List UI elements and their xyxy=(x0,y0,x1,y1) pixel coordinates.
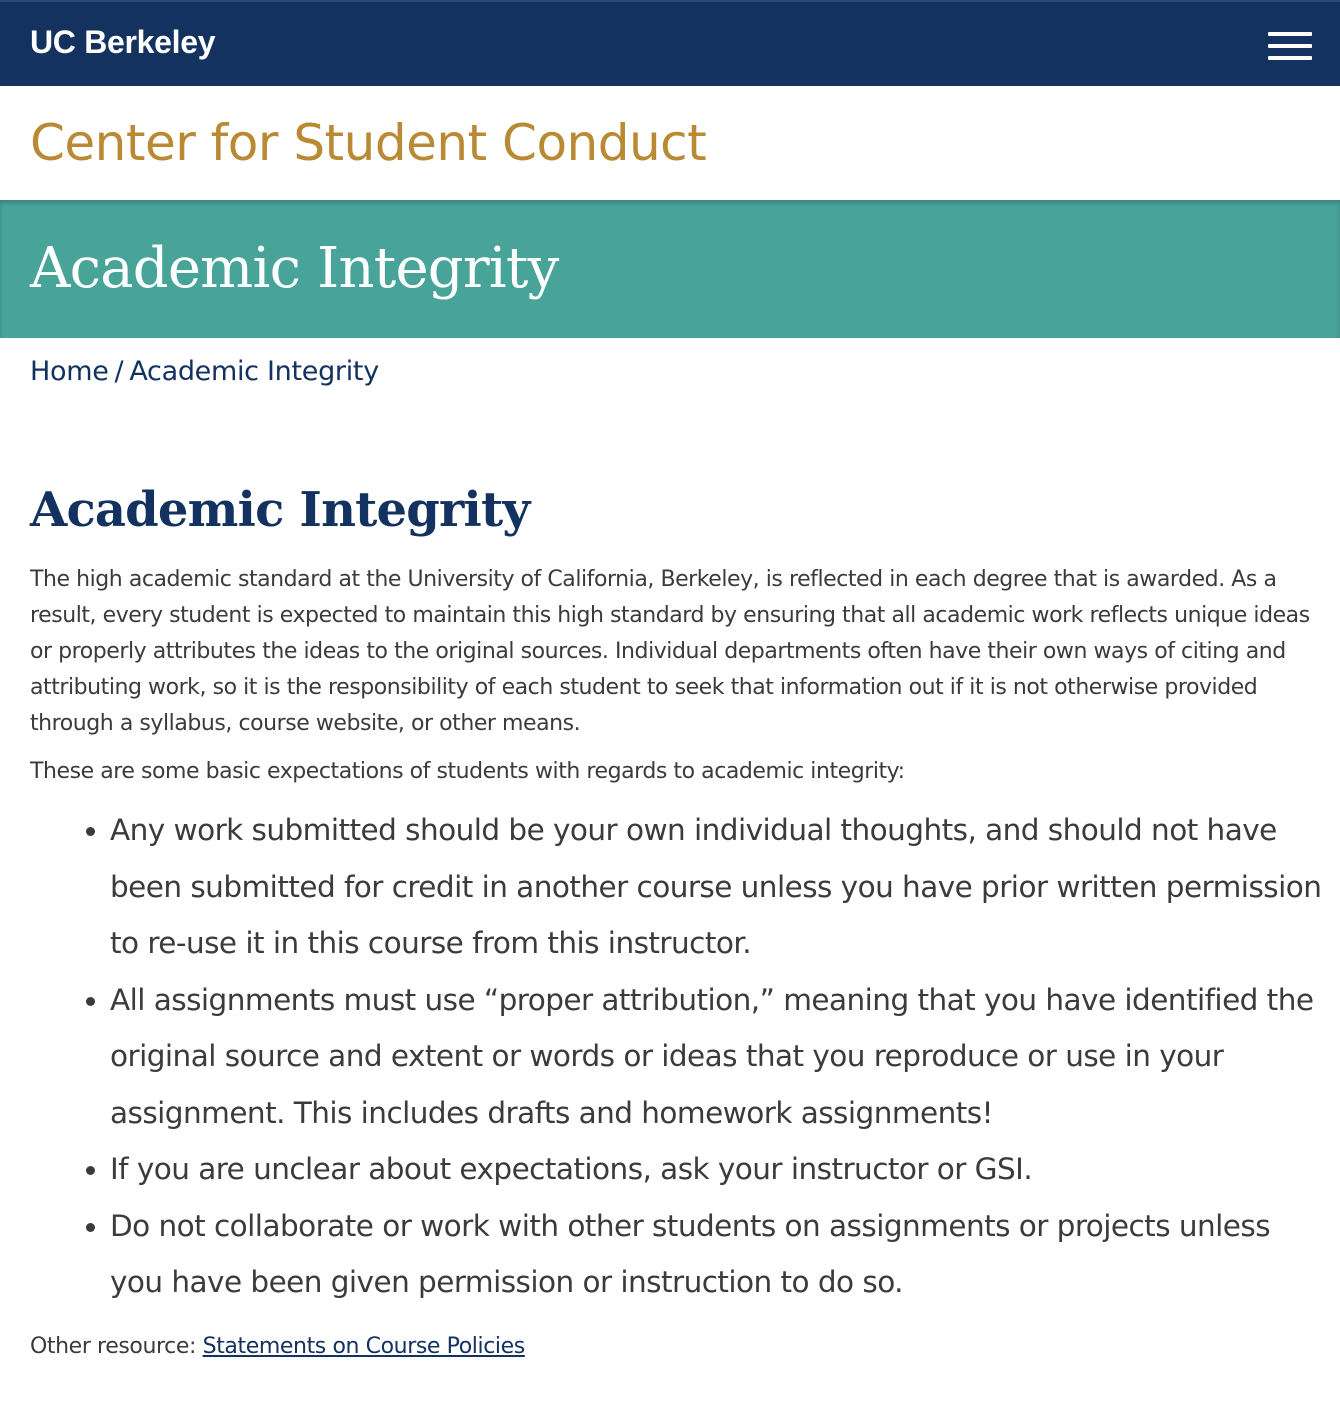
breadcrumb-home-link[interactable]: Home xyxy=(30,356,109,387)
hamburger-menu-button[interactable] xyxy=(1268,28,1316,62)
banner-title: Academic Integrity xyxy=(30,236,559,301)
list-item: • All assignments must use “proper attribution,” meaning that you have identified the original source and extent or words or ideas that you reproduce or use in your assignment. This includes drafts and homework assignments! xyxy=(110,972,1325,1142)
other-resource-label: Other resource: xyxy=(30,1333,197,1359)
top-navigation-bar xyxy=(0,0,1340,86)
expectations-list xyxy=(30,802,1325,1311)
site-title-link[interactable]: Center for Student Conduct xyxy=(30,114,707,172)
list-item: • Any work submitted should be your own individual thoughts, and should not have been submitted for credit in another course unless you have prior written permission to re-use it in this course from this instructor. xyxy=(110,802,1325,972)
other-resource xyxy=(30,1329,1325,1365)
uc-berkeley-logo-link[interactable]: UC Berkeley xyxy=(30,24,216,60)
site-title-bar xyxy=(0,86,1340,200)
breadcrumb xyxy=(30,356,379,387)
intro-paragraph: The high academic standard at the University of California, Berkeley, is reflected in each degree that is awarded. As a result, every student is expected to maintain this high standard by ensuring that all academic work reflects unique ideas or properly attributes the ideas to the original sources. Individual departments often have their own ways of citing and attributing work, so it is the responsibility of each student to seek that information out if it is not otherwise provided through a syllabus, course website, or other means. xyxy=(30,567,1310,736)
list-item: • If you are unclear about expectations, ask your instructor or GSI. xyxy=(110,1141,1325,1198)
hamburger-menu-icon xyxy=(1268,56,1312,60)
breadcrumb-separator: / xyxy=(114,356,124,387)
main-content xyxy=(30,478,1325,1365)
breadcrumb-current: Academic Integrity xyxy=(129,356,379,387)
hamburger-menu-icon xyxy=(1268,32,1312,36)
list-item: • Do not collaborate or work with other students on assignments or projects unless you have been given permission or instruction to do so. xyxy=(110,1198,1325,1311)
page-title: Academic Integrity xyxy=(30,482,530,538)
course-policies-link[interactable]: Statements on Course Policies xyxy=(202,1333,525,1359)
expectations-lead-in: These are some basic expectations of students with regards to academic integrity: xyxy=(30,759,905,784)
hamburger-menu-icon xyxy=(1268,44,1312,48)
page-banner xyxy=(0,200,1340,338)
